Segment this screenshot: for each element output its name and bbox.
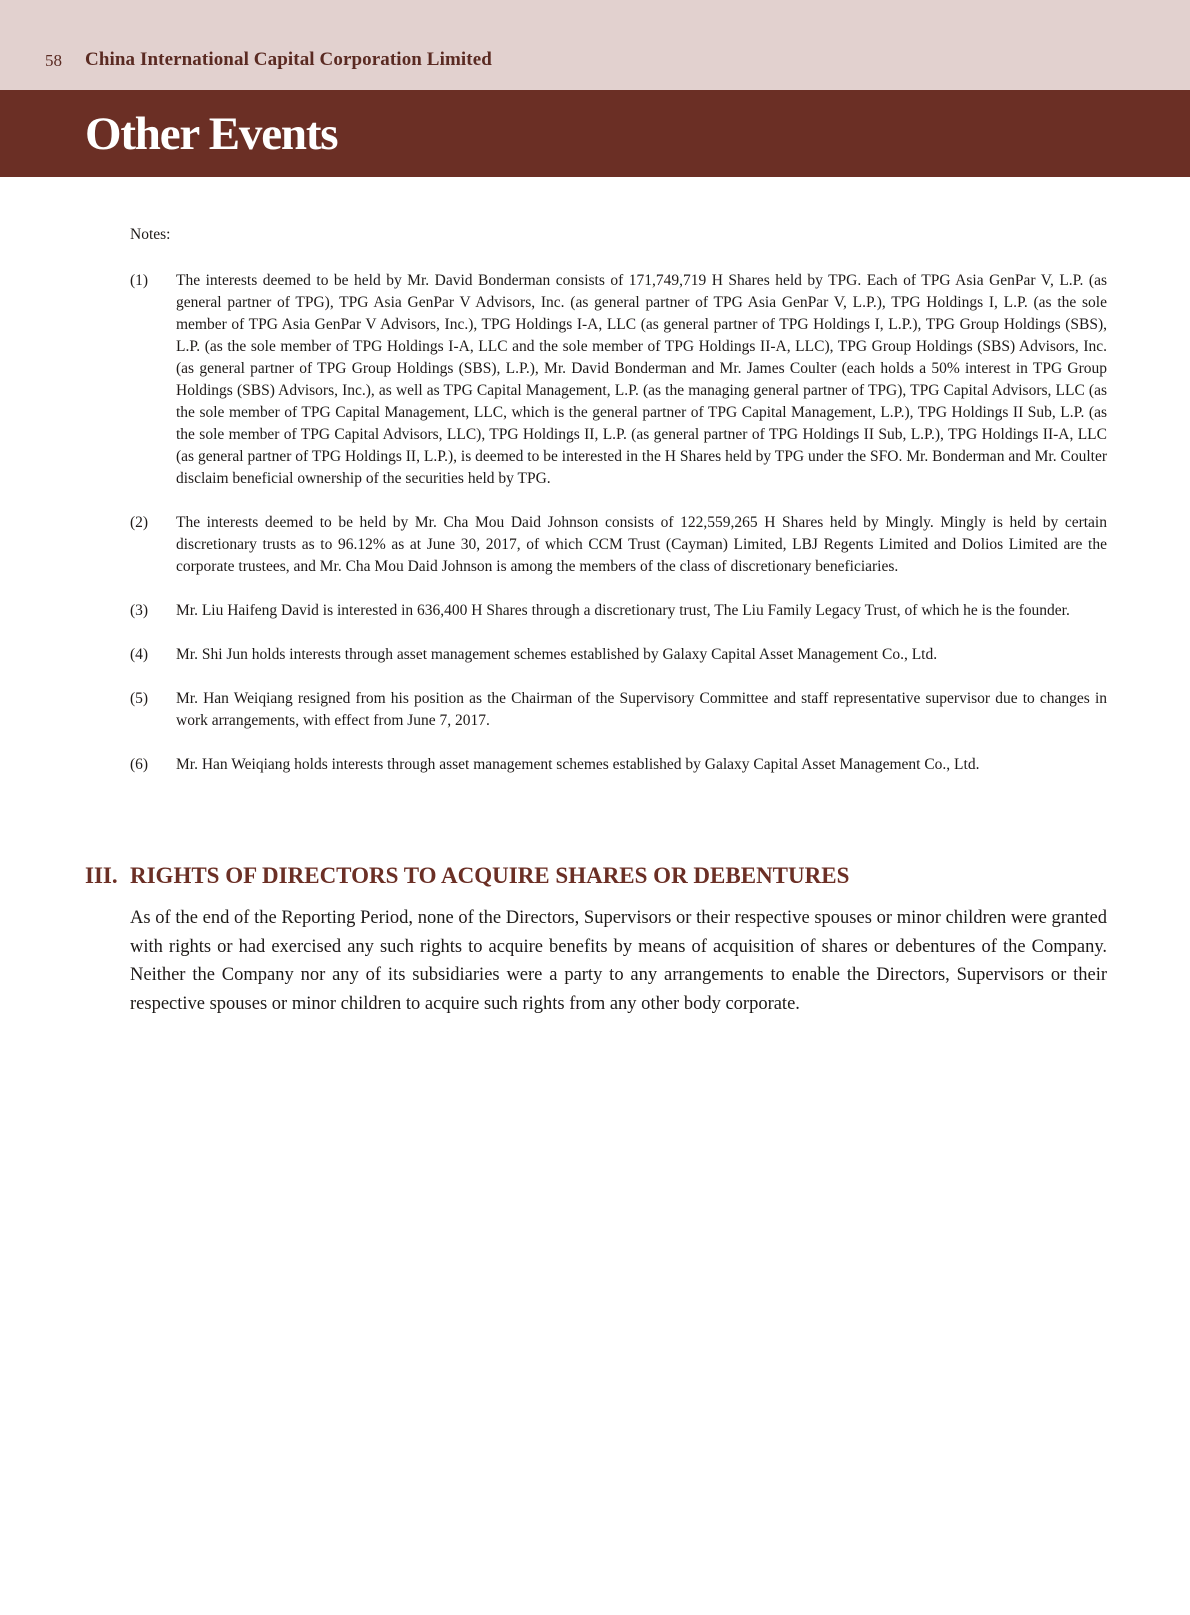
note-number: (3) [130,602,149,619]
section-heading [85,862,849,890]
note-text: Mr. Liu Haifeng David is interested in 636,400 H Shares through a discretionary trust, The Liu Family Legacy Trust, of which he is the founder. [176,602,1070,619]
section-title: RIGHTS OF DIRECTORS TO ACQUIRE SHARES OR DEBENTURES [130,863,850,888]
header-band [0,0,1190,90]
note-number: (4) [130,646,149,663]
note-item [130,644,1107,666]
notes-label: Notes: [130,226,171,243]
section-number: III. [85,863,118,888]
note-number: (5) [130,690,149,707]
note-item [130,688,1107,732]
note-number: (6) [130,756,149,773]
note-text: Mr. Han Weiqiang resigned from his position as the Chairman of the Supervisory Committee and staff representative supervisor due to changes in work arrangements, with effect from June 7, 2017. [176,690,1107,729]
page-title: Other Events [85,108,338,160]
note-number: (2) [130,514,149,531]
notes-list [130,270,1107,798]
note-item [130,270,1107,490]
note-item [130,600,1107,622]
note-item [130,512,1107,578]
note-item [130,754,1107,776]
note-number: (1) [130,272,149,289]
page-number: 58 [45,51,62,70]
company-name: China International Capital Corporation Limited [85,49,492,70]
note-text: Mr. Shi Jun holds interests through asset management schemes established by Galaxy Capital Asset Management Co., Ltd. [176,646,938,663]
note-text: The interests deemed to be held by Mr. Cha Mou Daid Johnson consists of 122,559,265 H Shares held by Mingly. Mingly is held by certain discretionary trusts as to 96.12% as at June 30, 2017, of which CCM Trust (Cayman) Limited, LBJ Regents Limited and Dolios Limited are the corporate trustees, and Mr. Cha Mou Daid Johnson is among the members of the class of discretionary beneficiaries. [176,514,1107,575]
section-body: As of the end of the Reporting Period, none of the Directors, Supervisors or their respective spouses or minor children were granted with rights or had exercised any such rights to acquire benefits by means of acquisition of shares or debentures of the Company. Neither the Company nor any of its subsidiaries were a party to any arrangements to enable the Directors, Supervisors or their respective spouses or minor children to acquire such rights from any other body corporate. [130,908,1107,1014]
note-text: The interests deemed to be held by Mr. David Bonderman consists of 171,749,719 H Shares held by TPG. Each of TPG Asia GenPar V, L.P. (as general partner of TPG), TPG Asia GenPar V Advisors, Inc. (as general partner of TPG Asia GenPar V, L.P.), TPG Holdings I, L.P. (as the sole member of TPG Asia GenPar V Advisors, Inc.), TPG Holdings I-A, LLC (as general partner of TPG Holdings I, L.P.), TPG Group Holdings (SBS), L.P. (as the sole member of TPG Holdings I-A, LLC and the sole member of TPG Holdings II-A, LLC), TPG Group Holdings (SBS) Advisors, Inc. (as general partner of TPG Group Holdings (SBS), L.P.), Mr. David Bonderman and Mr. James Coulter (each holds a 50% interest in TPG Group Holdings (SBS) Advisors, Inc.), as well as TPG Capital Management, L.P. (as the managing general partner of TPG), TPG Capital Advisors, LLC (as the sole member of TPG Capital Management, LLC, which is the general partner of TPG Capital Management, L.P.), TPG Holdings II Sub, L.P. (as the sole member of TPG Capital Advisors, LLC), TPG Holdings II, L.P. (as general partner of TPG Holdings II Sub, L.P.), TPG Holdings II-A, LLC (as general partner of TPG Holdings II, L.P.), is deemed to be interested in the H Shares held by TPG under the SFO. Mr. Bonderman and Mr. Coulter disclaim beneficial ownership of the securities held by TPG. [176,272,1107,487]
note-text: Mr. Han Weiqiang holds interests through asset management schemes established by Galaxy Capital Asset Management Co., Ltd. [176,756,980,773]
